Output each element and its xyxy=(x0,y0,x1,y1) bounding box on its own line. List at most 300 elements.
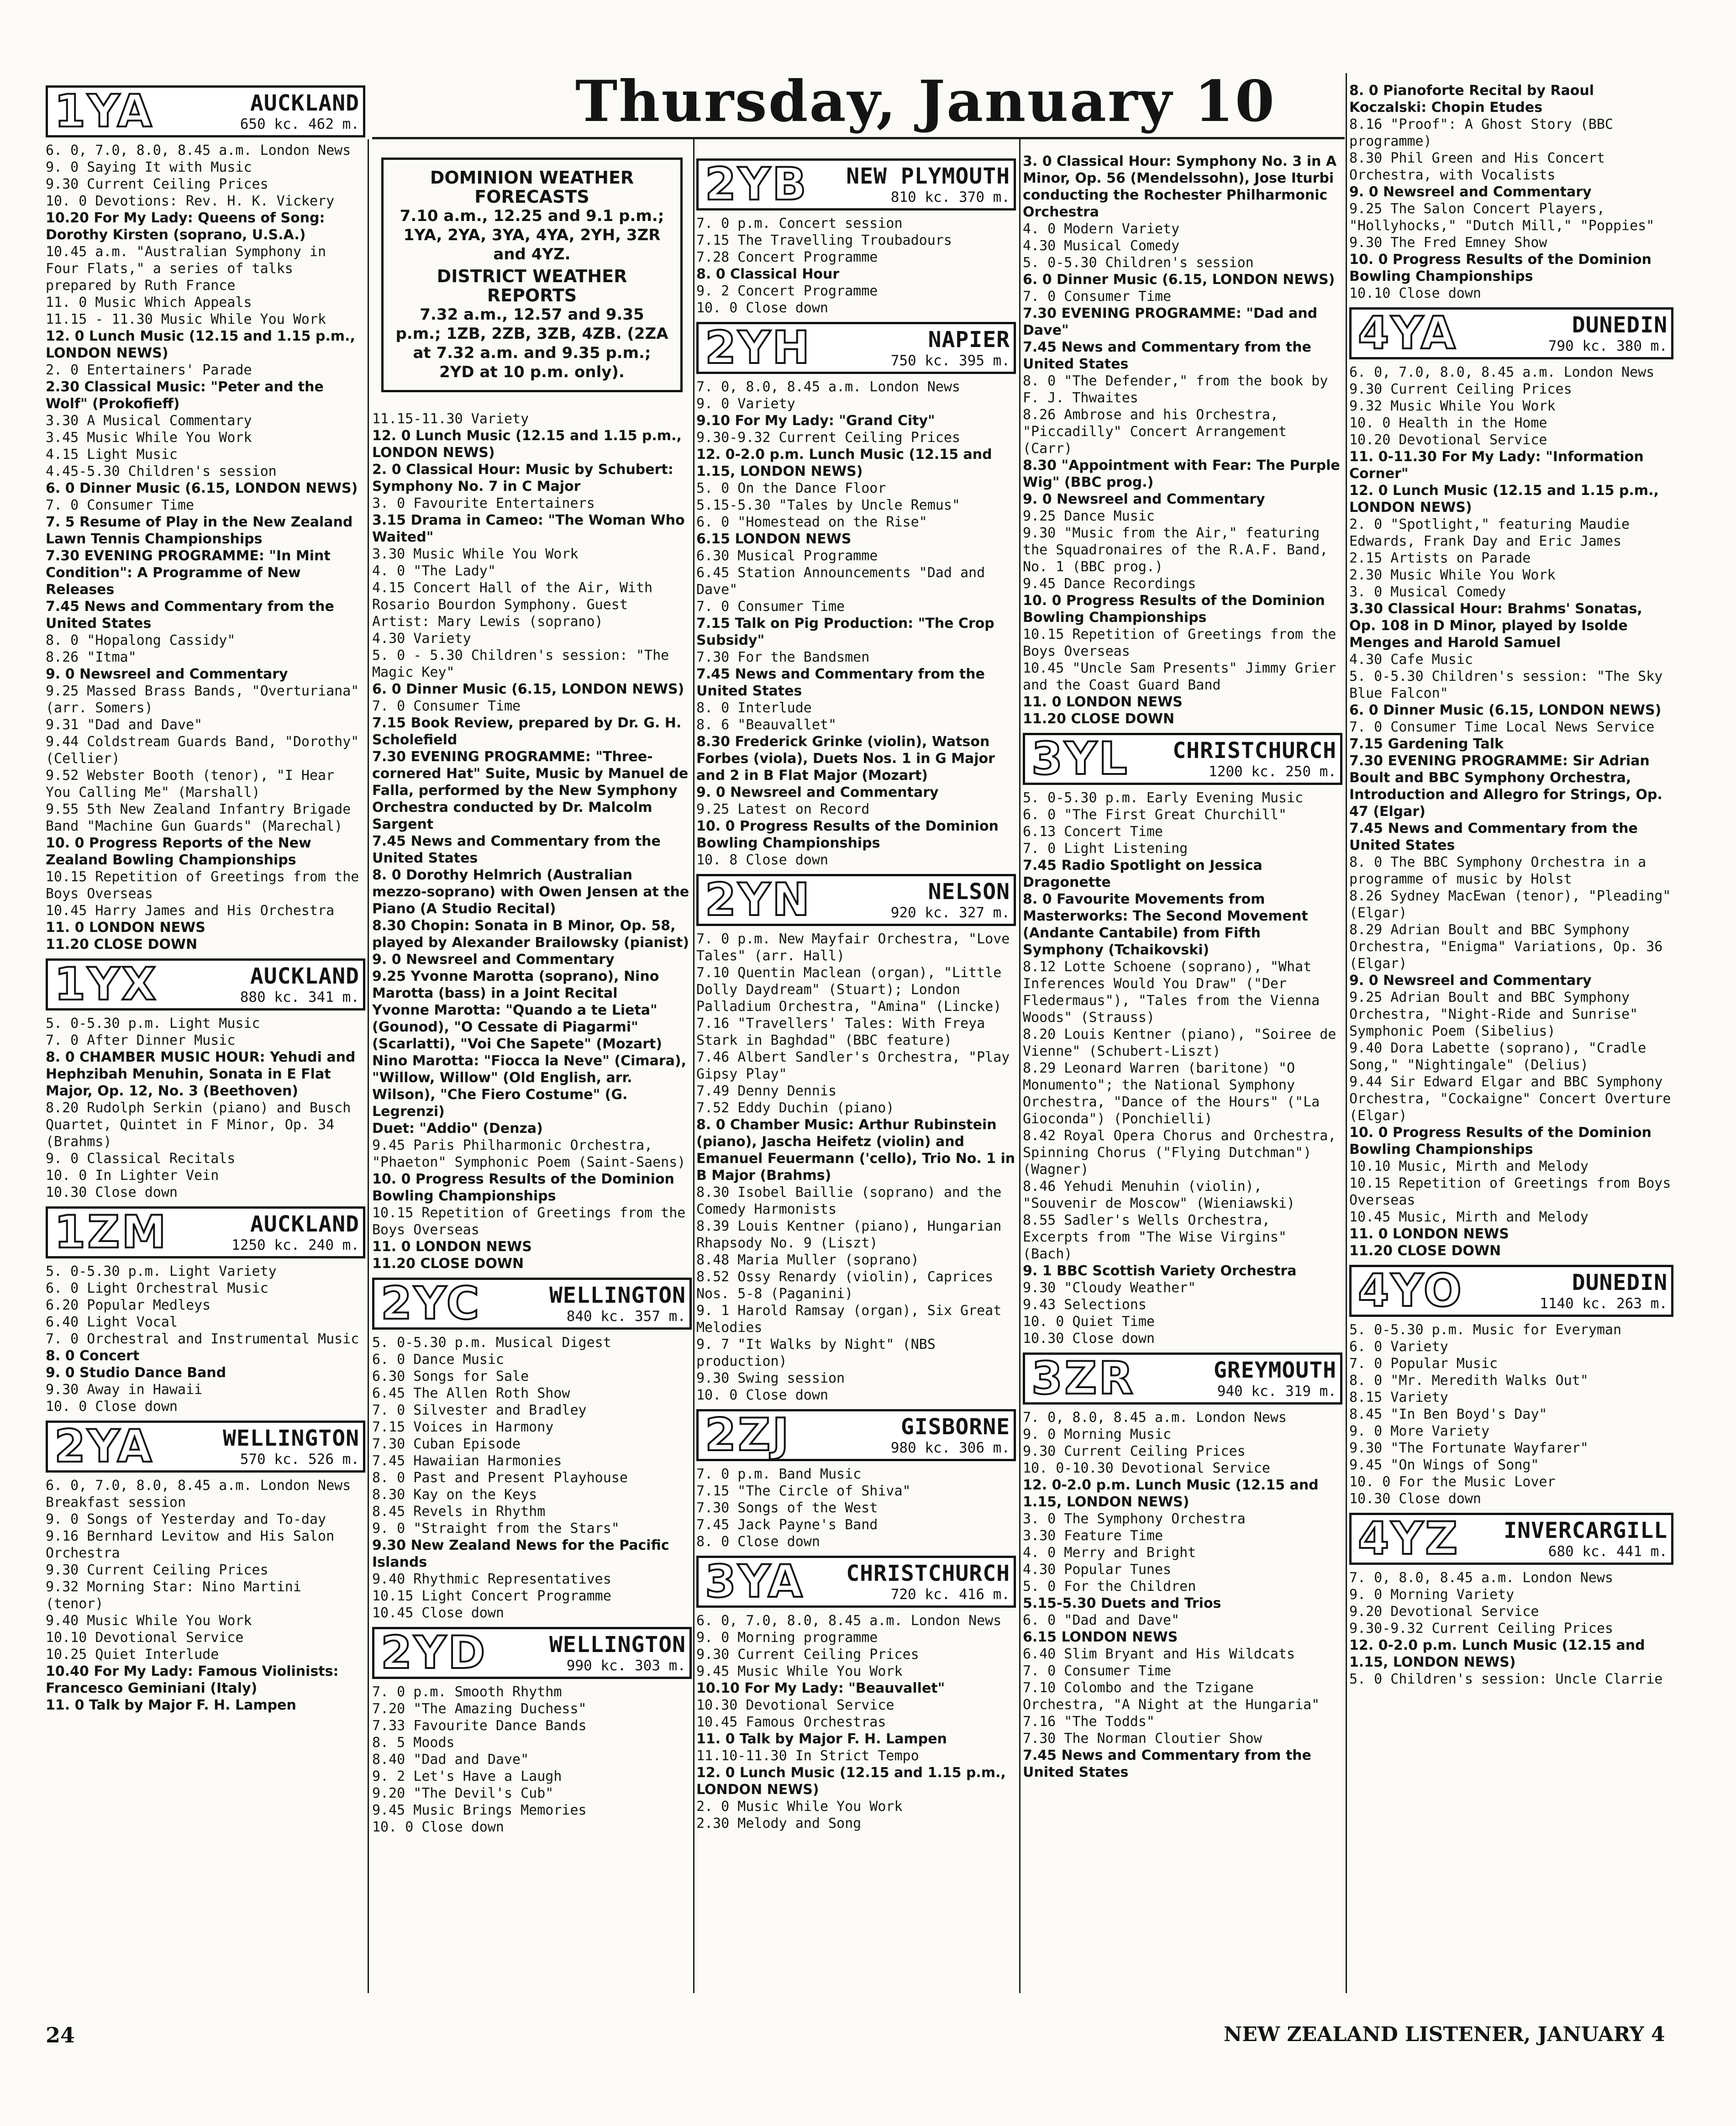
station-info xyxy=(814,327,1010,369)
station-logo: 3YL xyxy=(1031,733,1129,785)
program-entry: 7.15 Talk on Pig Production: "The Crop Subsidy" xyxy=(696,616,994,648)
program-entry: 6. 0 "The First Great Churchill" xyxy=(1023,807,1287,823)
program-entry: 8. 0 "The Defender," from the book by F. J. Thwaites xyxy=(1023,373,1328,406)
program-entry: 5. 0-5.30 Children's session: "The Sky Blue Falcon" xyxy=(1349,668,1663,701)
program-entry: 10. 0 Health in the Home xyxy=(1349,415,1547,431)
program-entry: 6.40 Slim Bryant and His Wildcats xyxy=(1023,1646,1295,1662)
program-entry: 12. 0 Lunch Music (12.15 and 1.15 p.m., LONDON NEWS) xyxy=(372,428,682,461)
station-logo: 2ZJ xyxy=(705,1409,791,1461)
station-frequency: 750 kc. 395 m. xyxy=(890,353,1010,369)
station-header-1ya xyxy=(46,85,365,137)
program-entry: 9. 0 Newsreel and Commentary xyxy=(1349,973,1592,989)
program-entry: 9.25 Massed Brass Bands, "Overturiana" (arr. Somers) xyxy=(46,683,359,716)
district-weather-heading: DISTRICT WEATHER REPORTS xyxy=(437,266,627,305)
program-entry: 7.30 EVENING PROGRAMME: "Three-cornered Hat" Suite, Music by Manuel de Falla, performed by the New Symphony Orchestra conducted by Dr. Malcolm Sargent xyxy=(372,749,689,832)
program-entry: 7.52 Eddy Duchin (piano) xyxy=(696,1100,894,1116)
program-entry: 10.30 Close down xyxy=(1023,1331,1155,1347)
weather-forecast-times: 7.10 a.m., 12.25 and 9.1 p.m.; 1YA, 2YA, 3YA, 4YA, 2YH, 3ZR and 4YZ. xyxy=(400,207,664,263)
program-entry: 7. 0 After Dinner Music xyxy=(46,1032,236,1048)
station-logo: 2YD xyxy=(381,1627,487,1679)
program-entry: 11. 0-11.30 For My Lady: "Information Corner" xyxy=(1349,449,1644,482)
program-entry: 9. 0 Saying It with Music xyxy=(46,159,252,175)
program-entry: 2.30 Melody and Song xyxy=(696,1816,862,1831)
program-entry: 6.15 LONDON NEWS xyxy=(696,531,852,547)
station-frequency: 650 kc. 462 m. xyxy=(240,116,359,132)
program-entry: 8. 0 CHAMBER MUSIC HOUR: Yehudi and Hephzibah Menuhin, Sonata in E Flat Major, Op. 12, No. 3 (Beethoven) xyxy=(46,1049,356,1099)
program-entry: 4. 0 Modern Variety xyxy=(1023,221,1180,237)
program-entry: 7.45 News and Commentary from the United States xyxy=(372,833,661,866)
program-entry: 10. 0 Progress Results of the Dominion Bowling Championships xyxy=(1349,1125,1652,1158)
program-entry: 7.15 "The Circle of Shiva" xyxy=(696,1483,911,1499)
program-entry: 9. 0 Newsreel and Commentary xyxy=(696,784,939,800)
program-entry: Duet: "Addio" (Denza) xyxy=(372,1121,543,1137)
program-entry: 7. 0 p.m. New Mayfair Orchestra, "Love Tales" (arr. Hall) xyxy=(696,931,1010,964)
column-3 xyxy=(696,153,1016,1832)
program-entry: 10.45 Harry James and His Orchestra xyxy=(46,903,335,919)
station-header-3ya xyxy=(696,1556,1016,1608)
station-frequency: 680 kc. 441 m. xyxy=(1548,1543,1668,1560)
program-entry: 8.39 Louis Kentner (piano), Hungarian Rhapsody No. 9 (Liszt) xyxy=(696,1218,1002,1251)
program-entry: 4.30 Variety xyxy=(372,631,471,647)
station-name: AUCKLAND xyxy=(250,90,359,116)
program-entry: 2. 0 "Spotlight," featuring Maudie Edwards, Frank Day and Eric James xyxy=(1349,516,1630,549)
program-entry: 10. 0 Devotions: Rev. H. K. Vickery xyxy=(46,193,335,209)
program-entry: 8. 0 Classical Hour xyxy=(696,266,840,282)
program-entry: 7.46 Albert Sandler's Orchestra, "Play Gipsy Play" xyxy=(696,1049,1010,1082)
program-entry: 12. 0 Lunch Music (12.15 and 1.15 p.m., LONDON NEWS) xyxy=(1349,483,1659,516)
program-entry: 8. 0 Pianoforte Recital by Raoul Koczalski: Chopin Etudes xyxy=(1349,83,1594,116)
program-entry: 10.45 a.m. "Australian Symphony in Four Flats," a series of talks prepared by Ruth France xyxy=(46,244,326,294)
program-entry: 10. 0 Progress Reports of the New Zealand Bowling Championships xyxy=(46,835,311,868)
program-entry: 8. 0 Interlude xyxy=(696,700,812,716)
program-entry: 6.45 Station Announcements "Dad and Dave" xyxy=(696,565,985,598)
program-entry: 5. 0 For the Children xyxy=(1023,1579,1196,1594)
program-entry: 8. 5 Moods xyxy=(372,1735,455,1751)
program-entry: 7.15 Book Review, prepared by Dr. G. H. Scholefield xyxy=(372,715,682,748)
program-entry: 10. 0 Progress Results of the Dominion Bowling Championships xyxy=(1349,252,1652,284)
program-entry: 7. 5 Resume of Play in the New Zealand Lawn Tennis Championships xyxy=(46,514,353,547)
program-entry: 3. 0 Musical Comedy xyxy=(1349,584,1506,600)
program-entry: 9.30-9.32 Current Ceiling Prices xyxy=(1349,1621,1613,1637)
program-entry: 9. 0 Classical Recitals xyxy=(46,1151,236,1167)
program-entry: 6. 0, 7.0, 8.0, 8.45 a.m. London News xyxy=(1349,364,1655,380)
program-entry: 8. 0 Chamber Music: Arthur Rubinstein (piano), Jascha Heifetz (violin) and Emanuel Feuermann ('cello), Trio No. 1 in B Major (Brahms) xyxy=(696,1117,1015,1184)
program-entry: 4.30 Musical Comedy xyxy=(1023,238,1180,254)
station-name: AUCKLAND xyxy=(250,963,359,989)
station-header-4yz xyxy=(1349,1513,1673,1565)
program-entry: 7.45 News and Commentary from the United States xyxy=(696,666,985,699)
program-entry: 9.52 Webster Booth (tenor), "I Hear You Calling Me" (Marshall) xyxy=(46,768,335,800)
program-entry: 7. 0 Consumer Time xyxy=(1023,1663,1172,1679)
program-entry: 8.29 Leonard Warren (baritone) "O Monumento"; the National Symphony Orchestra, "Dance of the Hours" ("La Gioconda") (Ponchielli) xyxy=(1023,1060,1320,1127)
program-entry: 7.30 Songs of the West xyxy=(696,1500,878,1516)
program-entry: 4.30 Popular Tunes xyxy=(1023,1562,1172,1578)
program-entry: 9. 0 "Straight from the Stars" xyxy=(372,1521,620,1537)
program-entry: 6.15 LONDON NEWS xyxy=(1023,1629,1178,1645)
program-entry: 9. 0 Newsreel and Commentary xyxy=(1349,184,1592,200)
program-entry: 9. 2 Let's Have a Laugh xyxy=(372,1768,562,1784)
program-entry: 8.52 Ossy Renardy (violin), Caprices Nos. 5-8 (Paganini) xyxy=(696,1269,994,1302)
program-entry: 7.30 EVENING PROGRAMME: "In Mint Condition": A Programme of New Releases xyxy=(46,548,331,598)
program-entry: Nino Marotta: "Fiocca la Neve" (Cimara), "Willow, Willow" (Old English, arr. Wilson), "Che Fiero Costume" (G. Legrenzi) xyxy=(372,1053,687,1120)
program-entry: 8.26 "Itma" xyxy=(46,649,137,665)
station-logo: 1YA xyxy=(54,85,154,137)
column-divider xyxy=(368,139,369,1993)
program-entry: 10.15 Repetition of Greetings from the Boys Overseas xyxy=(46,869,359,902)
program-entry: 6.40 Light Vocal xyxy=(46,1314,178,1330)
station-info xyxy=(811,163,1010,205)
program-entry: 7. 0 Consumer Time Local News Service xyxy=(1349,719,1655,735)
program-entry: 8.26 Sydney MacEwan (tenor), "Pleading" (Elgar) xyxy=(1349,888,1671,921)
program-entry: 7.45 News and Commentary from the United States xyxy=(1349,821,1638,853)
program-entry: 9.40 Music While You Work xyxy=(46,1613,252,1629)
program-entry: 4.45-5.30 Children's session xyxy=(46,463,277,479)
program-entry: 8.16 "Proof": A Ghost Story (BBC programme) xyxy=(1349,116,1613,149)
program-entry: 9.30 The Fred Emney Show xyxy=(1349,235,1547,251)
program-entry: 7. 0, 8.0, 8.45 a.m. London News xyxy=(1023,1410,1287,1426)
station-name: NEW PLYMOUTH xyxy=(846,163,1010,189)
program-entry: 9.44 Coldstream Guards Band, "Dorothy" (Cellier) xyxy=(46,734,359,767)
station-info xyxy=(157,1426,359,1468)
station-frequency: 880 kc. 341 m. xyxy=(240,989,359,1005)
station-info xyxy=(157,90,359,132)
program-entry: 9.32 Morning Star: Nino Martini (tenor) xyxy=(46,1579,301,1612)
column-1 xyxy=(46,80,365,1714)
station-logo: 1ZM xyxy=(54,1206,168,1258)
program-entry: 7.30 EVENING PROGRAMME: Sir Adrian Boult and BBC Symphony Orchestra, Introduction and Allegro for Strings, Op. 47 (Elgar) xyxy=(1349,753,1662,820)
program-entry: 9. 0 Newsreel and Commentary xyxy=(46,666,288,682)
program-entry: 8. 0 The BBC Symphony Orchestra in a programme of music by Holst xyxy=(1349,854,1647,887)
program-entry: 2. 0 Entertainers' Parade xyxy=(46,362,252,378)
program-entry: 7. 0, 8.0, 8.45 a.m. London News xyxy=(1349,1570,1613,1586)
program-entry: 7.49 Denny Dennis xyxy=(696,1083,837,1099)
program-entry: 11.20 CLOSE DOWN xyxy=(46,937,198,952)
program-entry: 10. 0 Close down xyxy=(46,1399,178,1415)
column-divider xyxy=(1019,139,1021,1993)
program-entry: 4.15 Light Music xyxy=(46,447,178,463)
program-entry: 9. 0 Newsreel and Commentary xyxy=(1023,491,1265,507)
station-name: DUNEDIN xyxy=(1572,312,1668,338)
program-entry: 7.45 News and Commentary from the United States xyxy=(1023,1747,1311,1780)
program-entry: 11.20 CLOSE DOWN xyxy=(372,1256,524,1272)
program-entry: 6. 0 Variety xyxy=(1349,1339,1448,1355)
program-entry: 8.29 Adrian Boult and BBC Symphony Orchestra, "Enigma" Variations, Op. 36 (Elgar) xyxy=(1349,922,1663,972)
program-entry: 2.30 Classical Music: "Peter and the Wolf" (Prokofieff) xyxy=(46,379,324,412)
program-entry: 10.15 Repetition of Greetings from the Boys Overseas xyxy=(1023,626,1336,659)
program-entry: 5. 0 Children's session: Uncle Clarrie xyxy=(1349,1671,1663,1687)
station-frequency: 720 kc. 416 m. xyxy=(890,1586,1010,1603)
column-4 xyxy=(1023,153,1342,1781)
station-header-1yx xyxy=(46,958,365,1010)
program-entry: 10. 0 Quiet Time xyxy=(1023,1314,1155,1330)
program-entry: 6.13 Concert Time xyxy=(1023,824,1163,840)
program-entry: 9.43 Selections xyxy=(1023,1297,1147,1313)
program-entry: 9.10 For My Lady: "Grand City" xyxy=(696,413,935,429)
program-entry: 10. 8 Close down xyxy=(696,852,828,868)
program-entry: 11. 0 LONDON NEWS xyxy=(1349,1226,1509,1242)
program-entry: 7.45 News and Commentary from the United States xyxy=(1023,339,1311,372)
program-entry: 8. 0 Close down xyxy=(696,1534,820,1550)
program-entry: 8.55 Sadler's Wells Orchestra, Excerpts from "The Wise Virgins" (Bach) xyxy=(1023,1212,1287,1262)
program-entry: 10.30 Close down xyxy=(46,1184,178,1200)
program-entry: 10. 0 Progress Results of the Dominion Bowling Championships xyxy=(372,1171,674,1204)
program-entry: 2.15 Artists on Parade xyxy=(1349,550,1531,566)
program-entry: 9. 1 BBC Scottish Variety Orchestra xyxy=(1023,1263,1297,1279)
program-entry: 9.30 New Zealand News for the Pacific Islands xyxy=(372,1537,669,1570)
station-logo: 2YA xyxy=(54,1421,154,1473)
column-5 xyxy=(1349,82,1673,1688)
program-entry: 5. 0-5.30 p.m. Early Evening Music xyxy=(1023,790,1304,806)
program-entry: 6. 0 "Dad and Dave" xyxy=(1023,1612,1180,1628)
column-divider xyxy=(693,139,694,1993)
program-entry: 9.16 Bernhard Levitow and His Salon Orchestra xyxy=(46,1528,335,1561)
program-entry: 5. 0-5.30 p.m. Light Music xyxy=(46,1016,260,1031)
program-entry: 9. 7 "It Walks by Night" (NBS production) xyxy=(696,1337,936,1369)
program-entry: 7.30 For the Bandsmen xyxy=(696,649,870,665)
program-entry: 7. 0 Consumer Time xyxy=(372,698,521,714)
program-entry: 7.45 News and Commentary from the United States xyxy=(46,599,334,631)
program-entry: 12. 0-2.0 p.m. Lunch Music (12.15 and 1.15, LONDON NEWS) xyxy=(1023,1477,1319,1510)
program-entry: 9.44 Sir Edward Elgar and BBC Symphony Orchestra, "Cockaigne" Concert Overture (Elgar) xyxy=(1349,1074,1671,1124)
station-info xyxy=(161,963,359,1005)
program-entry: 9. 0 Morning Music xyxy=(1023,1426,1172,1442)
station-frequency: 1140 kc. 263 m. xyxy=(1540,1295,1668,1312)
program-entry: 7. 0 Orchestral and Instrumental Music xyxy=(46,1331,359,1347)
program-entry: 10.45 "Uncle Sam Presents" Jimmy Grier and the Coast Guard Band xyxy=(1023,660,1336,693)
station-logo: 3YA xyxy=(705,1556,805,1608)
program-entry: 6. 0 Light Orchestral Music xyxy=(46,1280,268,1296)
program-entry: 8. 0 Past and Present Playhouse xyxy=(372,1470,628,1486)
station-frequency: 790 kc. 380 m. xyxy=(1548,338,1668,354)
program-entry: 2.30 Music While You Work xyxy=(1349,567,1556,583)
station-info xyxy=(814,879,1010,921)
program-entry: Yvonne Marotta: "Quando a te Lieta" (Gounod), "O Cessate di Piagarmi" (Scarlatti), "Voi Che Sapete" (Mozart) xyxy=(372,1002,663,1052)
program-entry: 5. 0-5.30 Children's session xyxy=(1023,255,1254,271)
program-entry: 10.20 Devotional Service xyxy=(1349,432,1547,448)
program-entry: 12. 0 Lunch Music (12.15 and 1.15 p.m., LONDON NEWS) xyxy=(696,1765,1006,1798)
program-entry: 9.25 Dance Music xyxy=(1023,508,1155,524)
program-entry: 10. 0 Close down xyxy=(696,1387,828,1403)
program-entry: 9.30 Current Ceiling Prices xyxy=(46,1562,268,1578)
program-entry: 9.25 Latest on Record xyxy=(696,801,870,817)
program-entry: 7. 0 Consumer Time xyxy=(696,599,845,615)
program-entry: 9.55 5th New Zealand Infantry Brigade Band "Machine Gun Guards" (Marechal) xyxy=(46,801,351,834)
station-name: INVERCARGILL xyxy=(1504,1518,1668,1543)
program-entry: 6.30 Musical Programme xyxy=(696,548,878,564)
station-info xyxy=(1462,1518,1668,1560)
program-entry: 7.30 The Norman Cloutier Show xyxy=(1023,1731,1262,1747)
program-entry: 9.30 Swing session xyxy=(696,1370,845,1386)
station-logo: 2YN xyxy=(705,874,812,926)
program-entry: 7.15 Voices in Harmony xyxy=(372,1419,554,1435)
program-entry: 11.20 CLOSE DOWN xyxy=(1349,1243,1501,1259)
program-entry: 9.31 "Dad and Dave" xyxy=(46,717,203,733)
program-entry: 10.45 Music, Mirth and Melody xyxy=(1349,1209,1589,1225)
program-entry: 9. 0 Studio Dance Band xyxy=(46,1365,226,1381)
station-name: CHRISTCHURCH xyxy=(846,1561,1010,1586)
station-frequency: 570 kc. 526 m. xyxy=(240,1451,359,1468)
program-entry: 9.45 Music While You Work xyxy=(696,1663,903,1679)
program-entry: 12. 0-2.0 p.m. Lunch Music (12.15 and 1.15, LONDON NEWS) xyxy=(1349,1637,1645,1670)
station-info xyxy=(794,1414,1010,1456)
station-frequency: 920 kc. 327 m. xyxy=(890,905,1010,921)
station-info xyxy=(1466,1270,1668,1312)
program-entry: 10. 0-10.30 Devotional Service xyxy=(1023,1460,1270,1476)
program-entry: 10.45 Close down xyxy=(372,1605,504,1621)
program-entry: 9.30 "Music from the Air," featuring the Squadronaires of the R.A.F. Band, No. 1 (BBC prog.) xyxy=(1023,525,1328,575)
station-name: WELLINGTON xyxy=(549,1632,686,1658)
station-header-2yb xyxy=(696,158,1016,210)
program-entry: 2. 0 Music While You Work xyxy=(696,1799,903,1815)
station-info xyxy=(484,1283,686,1325)
program-entry: 3. 0 The Symphony Orchestra xyxy=(1023,1511,1246,1527)
program-entry: 12. 0-2.0 p.m. Lunch Music (12.15 and 1.15, LONDON NEWS) xyxy=(696,447,992,479)
station-frequency: 840 kc. 357 m. xyxy=(566,1308,686,1325)
program-entry: 7.20 "The Amazing Duchess" xyxy=(372,1701,587,1717)
station-info xyxy=(1138,1358,1336,1400)
station-name: AUCKLAND xyxy=(250,1211,359,1237)
program-entry: 9.30 "Cloudy Weather" xyxy=(1023,1280,1196,1296)
program-entry: 9.20 "The Devil's Cub" xyxy=(372,1785,554,1801)
program-entry: 8.30 Phil Green and His Concert Orchestra, with Vocalists xyxy=(1349,150,1605,183)
weather-box xyxy=(381,158,683,392)
station-info xyxy=(1460,312,1668,354)
program-entry: 9.20 Devotional Service xyxy=(1349,1604,1539,1620)
station-header-2ya xyxy=(46,1421,365,1473)
program-entry: 8.15 Variety xyxy=(1349,1389,1448,1405)
program-entry: 9.30 Current Ceiling Prices xyxy=(1023,1443,1246,1459)
program-entry: 10.30 Devotional Service xyxy=(696,1697,894,1713)
program-entry: 9.30 Current Ceiling Prices xyxy=(1349,381,1572,397)
station-header-2zj xyxy=(696,1409,1016,1461)
program-entry: 8.20 Rudolph Serkin (piano) and Busch Quartet, Quintet in F Minor, Op. 34 (Brahms) xyxy=(46,1100,351,1150)
program-entry: 7.30 Cuban Episode xyxy=(372,1436,521,1452)
program-entry: 7.15 The Travelling Troubadours xyxy=(696,232,952,248)
station-header-2yh xyxy=(696,322,1016,374)
program-entry: 12. 0 Lunch Music (12.15 and 1.15 p.m., LONDON NEWS) xyxy=(46,328,355,361)
program-entry: 10.15 Light Concert Programme xyxy=(372,1588,611,1604)
station-frequency: 940 kc. 319 m. xyxy=(1217,1383,1336,1400)
program-entry: 11. 0 LONDON NEWS xyxy=(46,920,205,936)
station-header-2yd xyxy=(372,1627,692,1679)
station-logo: 2YC xyxy=(381,1278,481,1330)
program-entry: 10.25 Quiet Interlude xyxy=(46,1647,219,1663)
program-entry: 7. 0 Consumer Time xyxy=(1023,289,1172,305)
program-entry: 8.12 Lotte Schoene (soprano), "What Inferences Would You Draw" ("Der Fledermaus"), "Tales from the Vienna Woods" (Strauss) xyxy=(1023,959,1320,1026)
station-header-2yn xyxy=(696,874,1016,926)
program-entry: 6. 0 Dinner Music (6.15, LONDON NEWS) xyxy=(1349,702,1662,718)
program-entry: 5.15-5.30 Duets and Trios xyxy=(1023,1595,1221,1611)
program-entry: 7.45 Radio Spotlight on Jessica Dragonette xyxy=(1023,858,1263,890)
station-header-1zm xyxy=(46,1206,365,1258)
program-entry: 4.30 Cafe Music xyxy=(1349,652,1473,668)
station-frequency: 1250 kc. 240 m. xyxy=(231,1237,359,1253)
column-2 xyxy=(372,153,692,1836)
program-entry: 8. 0 Concert xyxy=(46,1348,140,1364)
program-entry: 11.15-11.30 Variety xyxy=(372,411,529,427)
program-entry: 10.30 Close down xyxy=(1349,1491,1481,1507)
program-entry: 6. 0 "Homestead on the Rise" xyxy=(696,514,927,530)
program-entry: 8.45 Revels in Rhythm xyxy=(372,1504,546,1520)
station-name: DUNEDIN xyxy=(1572,1270,1668,1295)
program-entry: 9. 1 Harold Ramsay (organ), Six Great Melodies xyxy=(696,1303,1002,1336)
program-entry: 9. 2 Concert Programme xyxy=(696,283,878,299)
program-entry: 11.20 CLOSE DOWN xyxy=(1023,711,1175,727)
program-entry: 6. 0, 7.0, 8.0, 8.45 a.m. London News xyxy=(696,1613,1002,1629)
program-entry: 3.15 Drama in Cameo: "The Woman Who Waited" xyxy=(372,512,685,545)
footer-publication: NEW ZEALAND LISTENER, JANUARY 4 xyxy=(1224,2023,1665,2046)
station-header-3zr xyxy=(1023,1352,1342,1405)
program-entry: 8. 0 "Hopalong Cassidy" xyxy=(46,632,236,648)
page-title: Thursday, January 10 xyxy=(575,68,1276,135)
program-entry: 10.10 For My Lady: "Beauvallet" xyxy=(696,1680,945,1696)
program-entry: 9. 0 Newsreel and Commentary xyxy=(372,952,615,968)
program-entry: 9.25 Yvonne Marotta (soprano), Nino Marotta (bass) in a Joint Recital xyxy=(372,968,659,1001)
program-entry: 7. 0 Popular Music xyxy=(1349,1356,1498,1372)
program-entry: 4. 0 "The Lady" xyxy=(372,563,496,579)
district-weather-times: 7.32 a.m., 12.57 and 9.35 p.m.; 1ZB, 2ZB, 3ZB, 4ZB. (2ZA at 7.32 a.m. and 9.35 p.m.; 2YD at 10 p.m. only). xyxy=(395,305,668,381)
program-entry: 9.25 The Salon Concert Players, "Hollyhocks," "Dutch Mill," "Poppies" xyxy=(1349,201,1655,234)
program-entry: 11.15 - 11.30 Music While You Work xyxy=(46,311,326,327)
program-entry: 9.45 Paris Philharmonic Orchestra, "Phaeton" Symphonic Poem (Saint-Saens) xyxy=(372,1137,686,1170)
page-number: 24 xyxy=(46,2023,75,2047)
program-entry: 9.40 Rhythmic Representatives xyxy=(372,1571,611,1587)
program-entry: 8.42 Royal Opera Chorus and Orchestra, Spinning Chorus ("Flying Dutchman") (Wagner) xyxy=(1023,1128,1336,1178)
program-entry: 8.26 Ambrose and his Orchestra, "Piccadilly" Concert Arrangement (Carr) xyxy=(1023,407,1287,457)
program-entry: 6. 0 Dinner Music (6.15, LONDON NEWS) xyxy=(1023,272,1335,288)
program-entry: 9.45 Music Brings Memories xyxy=(372,1802,587,1818)
station-logo: 1YX xyxy=(54,958,158,1010)
program-entry: 10.40 For My Lady: Famous Violinists: Francesco Geminiani (Italy) xyxy=(46,1663,339,1696)
program-entry: 10. 0 Progress Results of the Dominion Bowling Championships xyxy=(1023,593,1325,626)
program-entry: 6. 0, 7.0, 8.0, 8.45 a.m. London News xyxy=(46,1478,351,1494)
program-entry: 4. 0 Merry and Bright xyxy=(1023,1545,1196,1561)
program-entry: 6.20 Popular Medleys xyxy=(46,1297,211,1313)
program-entry: 2. 0 Classical Hour: Music by Schubert: Symphony No. 7 in C Major xyxy=(372,462,673,495)
station-frequency: 810 kc. 370 m. xyxy=(890,189,1010,205)
program-entry: 9. 0 Morning programme xyxy=(696,1630,878,1646)
program-entry: 7.10 Colombo and the Tzigane Orchestra, "A Night at the Hungaria" xyxy=(1023,1680,1320,1713)
program-entry: 6.45 The Allen Roth Show xyxy=(372,1385,570,1401)
header-rule xyxy=(372,137,1345,139)
program-entry: 7.15 Gardening Talk xyxy=(1349,736,1504,752)
program-entry: 3. 0 Classical Hour: Symphony No. 3 in A Minor, Op. 56 (Mendelssohn), Jose Iturbi conducting the Rochester Philharmonic Orchestra xyxy=(1023,153,1337,220)
program-entry: 7.45 Jack Payne's Band xyxy=(696,1517,878,1533)
program-entry: 8.40 "Dad and Dave" xyxy=(372,1752,529,1768)
program-entry: 9.45 "On Wings of Song" xyxy=(1349,1457,1539,1473)
station-name: NAPIER xyxy=(928,327,1010,353)
program-entry: 10. 0 Progress Results of the Dominion Bowling Championships xyxy=(696,818,999,851)
program-entry: 9. 0 Songs of Yesterday and To-day xyxy=(46,1511,326,1527)
program-entry: 3.45 Music While You Work xyxy=(46,430,252,446)
station-logo: 4YA xyxy=(1358,307,1457,359)
station-name: NELSON xyxy=(928,879,1010,905)
program-entry: 11.10-11.30 In Strict Tempo xyxy=(696,1748,919,1764)
program-entry: 7.33 Favourite Dance Bands xyxy=(372,1718,587,1734)
program-entry: 9.30-9.32 Current Ceiling Prices xyxy=(696,430,960,446)
program-entry: 10. 0 Close down xyxy=(696,300,828,316)
program-entry: 5. 0-5.30 p.m. Musical Digest xyxy=(372,1335,611,1351)
program-entry: 9.30 Current Ceiling Prices xyxy=(696,1647,919,1663)
program-entry: 9.25 Adrian Boult and BBC Symphony Orchestra, "Night-Ride and Sunrise" Symphonic Poem (Sibelius) xyxy=(1349,989,1638,1039)
program-entry: 7.16 "Travellers' Tales: With Freya Stark in Baghdad" (BBC feature) xyxy=(696,1016,985,1048)
station-header-4yo xyxy=(1349,1265,1673,1317)
station-frequency: 980 kc. 306 m. xyxy=(890,1440,1010,1456)
program-entry: 7.16 "The Todds" xyxy=(1023,1714,1155,1730)
program-entry: 7. 0 Light Listening xyxy=(1023,841,1188,857)
station-name: GREYMOUTH xyxy=(1213,1358,1336,1383)
program-entry: 6. 0 Dinner Music (6.15, LONDON NEWS) xyxy=(46,480,358,496)
